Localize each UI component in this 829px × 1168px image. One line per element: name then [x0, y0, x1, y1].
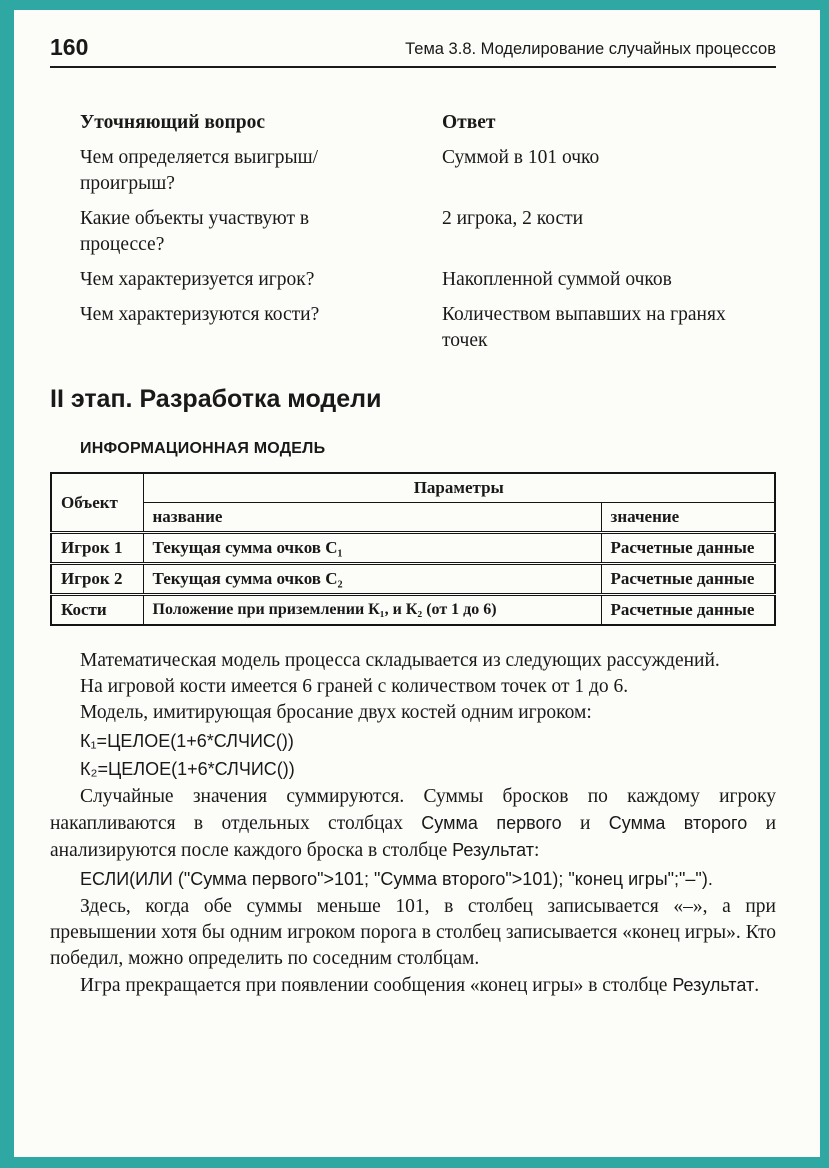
paragraph: [50, 784, 776, 864]
qa-question: Чем характеризуются кости?: [80, 304, 320, 325]
paragraph-segment: Случайные значения суммируются. Суммы бросков по каждому игроку накапливаются в отдельных столбцах: [50, 786, 776, 834]
qa-row: [80, 267, 776, 293]
table-subheader-row: [51, 503, 775, 533]
cell-value: Расчетные данные: [601, 533, 775, 564]
qa-row: [80, 206, 776, 258]
cell-object: Кости: [51, 595, 143, 626]
column-name: Результат: [672, 975, 755, 995]
info-model-table: [50, 472, 776, 626]
paragraph: Здесь, когда обе суммы меньше 101, в столбец записывается «–», а при превышении хотя бы одним игроком порога в столбец записывается «конец игры». Кто победил, можно определить по соседним столбцам.: [50, 896, 776, 969]
qa-question: Чем определяется выигрыш/проигрыш?: [80, 147, 319, 194]
col-header-name: название: [143, 503, 601, 533]
qa-answer-header: Ответ: [442, 112, 496, 133]
cell-object: Игрок 1: [51, 533, 143, 564]
page-content: [14, 10, 820, 999]
col-header-value: значение: [601, 503, 775, 533]
formula-line: ЕСЛИ(ИЛИ ("Сумма первого">101; "Сумма второго">101); "конец игры";"–").: [80, 869, 713, 889]
qa-answer: 2 игрока, 2 кости: [442, 208, 584, 229]
qa-answer: Количеством выпавших на гранях точек: [442, 304, 726, 351]
paragraph-segment: и анализируются после каждого броска в столбце: [50, 813, 777, 861]
chapter-title: Тема 3.8. Моделирование случайных процессов: [405, 39, 776, 58]
cell-name: Текущая сумма очков С₁: [143, 533, 601, 564]
formula-line: К₁=ЦЕЛОЕ(1+6*СЛЧИС()): [80, 731, 294, 751]
col-header-object: Объект: [51, 473, 143, 533]
col-header-params: Параметры: [143, 473, 775, 503]
table-header-row: [51, 473, 775, 503]
paragraph: Математическая модель процесса складывается из следующих рассуждений.: [80, 650, 720, 671]
paragraph-segment: :: [534, 840, 540, 861]
column-name: Сумма второго: [608, 813, 748, 833]
paragraph: [50, 972, 776, 999]
cell-object: Игрок 2: [51, 564, 143, 595]
cell-value: Расчетные данные: [601, 564, 775, 595]
qa-question-header: Уточняющий вопрос: [80, 112, 266, 133]
paragraph-segment: Игра прекращается при появлении сообщения «конец игры» в столбце: [80, 975, 673, 996]
cell-name: Положение при приземлении К₁, и К₂ (от 1 до 6): [143, 595, 601, 626]
page-number: 160: [50, 34, 89, 60]
qa-section: [80, 110, 776, 354]
cell-name: Текущая сумма очков С₂: [143, 564, 601, 595]
qa-answer: Накопленной суммой очков: [442, 269, 672, 290]
paragraph-segment: и: [561, 813, 609, 834]
table-row: [51, 533, 775, 564]
cell-value: Расчетные данные: [601, 595, 775, 626]
qa-question: Какие объекты участвуют в процессе?: [80, 208, 310, 255]
formula-line: К₂=ЦЕЛОЕ(1+6*СЛЧИС()): [80, 759, 295, 779]
paragraph: На игровой кости имеется 6 граней с количеством точек от 1 до 6.: [80, 676, 629, 697]
section-subheading: ИНФОРМАЦИОННАЯ МОДЕЛЬ: [80, 440, 326, 457]
qa-question: Чем характеризуется игрок?: [80, 269, 315, 290]
qa-row: [80, 302, 776, 354]
paragraph-segment: .: [754, 975, 760, 996]
qa-answer: Суммой в 101 очко: [442, 147, 600, 168]
qa-header-row: [80, 110, 776, 136]
running-head: [50, 36, 776, 68]
qa-row: [80, 145, 776, 197]
section-heading: II этап. Разработка модели: [50, 385, 382, 413]
column-name: Результат: [452, 840, 534, 860]
paragraph: Модель, имитирующая бросание двух костей одним игроком:: [80, 702, 592, 723]
body-text: [50, 648, 776, 999]
table-row: [51, 595, 775, 626]
table-row: [51, 564, 775, 595]
book-page: [14, 10, 820, 1157]
column-name: Сумма первого: [421, 813, 562, 833]
